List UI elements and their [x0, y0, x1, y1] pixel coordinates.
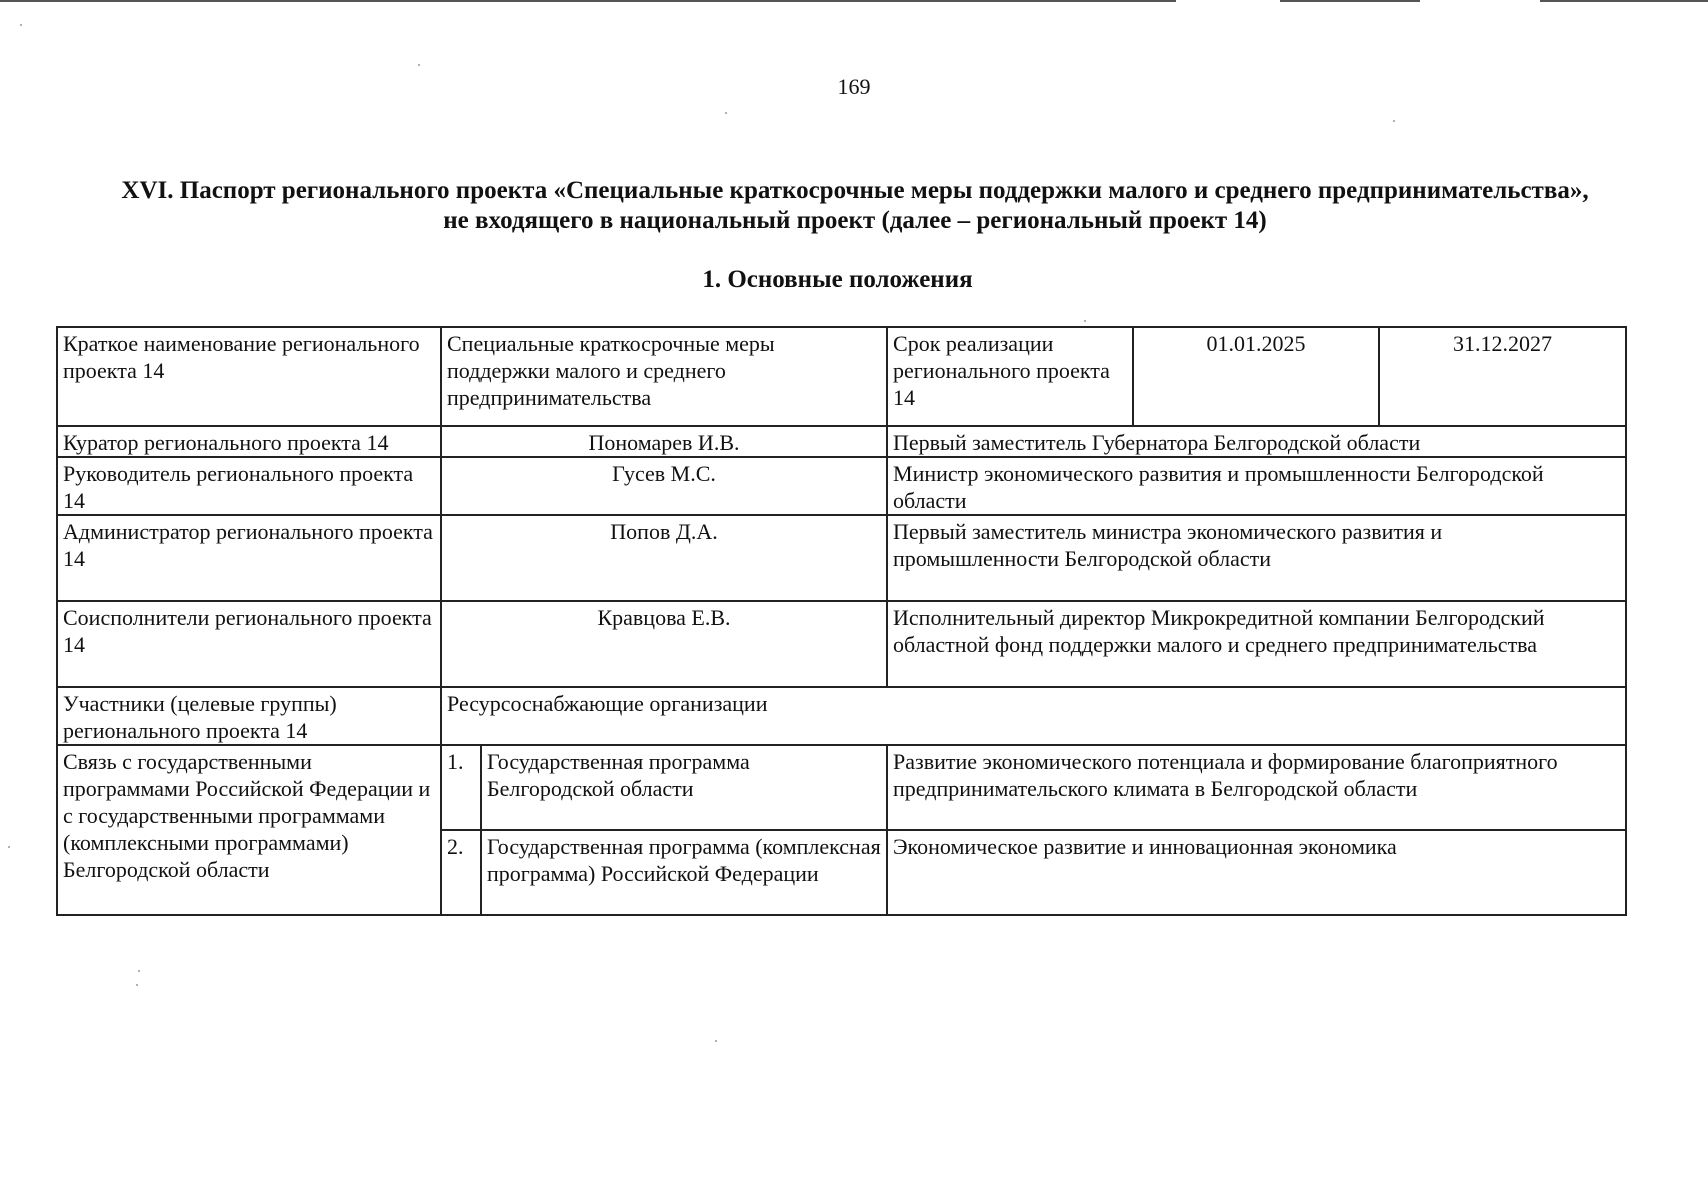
program-2-type: Государственная программа (комплексная программа) Российской Федерации: [481, 830, 887, 915]
participants-label: Участники (целевые группы) регионального проекта 14: [57, 687, 441, 745]
short-name-label: Краткое наименование регионального проекта 14: [57, 327, 441, 426]
term-start-date: 01.01.2025: [1133, 327, 1379, 426]
table-row-administrator: [57, 515, 1626, 601]
scan-speck: [418, 64, 420, 66]
scan-edge-gap: [1176, 0, 1280, 2]
head-label: Руководитель регионального проекта 14: [57, 457, 441, 515]
table-row-short-name: [57, 327, 1626, 426]
scan-speck: [715, 1040, 717, 1042]
table-row-head: [57, 457, 1626, 515]
program-1-type: Государственная программа Белгородской области: [481, 745, 887, 830]
scan-speck: [725, 112, 727, 114]
document-title-line-1: XVI. Паспорт регионального проекта «Специальные краткосрочные меры поддержки малого и среднего предпринимательства»,: [121, 177, 1589, 204]
co-executors-person: Кравцова Е.В.: [441, 601, 887, 687]
head-person: Гусев М.С.: [441, 457, 887, 515]
scan-speck: [1084, 320, 1086, 322]
curator-label: Куратор регионального проекта 14: [57, 426, 441, 457]
scan-speck: [1393, 120, 1395, 122]
scan-speck: [138, 970, 140, 972]
program-2-number: 2.: [441, 830, 481, 915]
scan-speck: [8, 846, 10, 848]
program-1-number: 1.: [441, 745, 481, 830]
co-executors-label: Соисполнители регионального проекта 14: [57, 601, 441, 687]
participants-value: Ресурсоснабжающие организации: [441, 687, 1626, 745]
program-1-name: Развитие экономического потенциала и формирование благоприятного предпринимательского климата в Белгородской области: [887, 745, 1626, 830]
document-title-line-2: не входящего в национальный проект (далее – региональный проект 14): [443, 207, 1267, 234]
scan-speck: [20, 24, 22, 26]
page-number: 169: [837, 74, 871, 99]
programs-label: Связь с государственными программами Российской Федерации и с государственными программами (комплексными программами) Белгородской области: [57, 745, 441, 915]
section-title: 1. Основные положения: [702, 266, 973, 293]
administrator-person: Попов Д.А.: [441, 515, 887, 601]
curator-position: Первый заместитель Губернатора Белгородской области: [887, 426, 1626, 457]
term-label: Срок реализации регионального проекта 14: [887, 327, 1133, 426]
term-end-date: 31.12.2027: [1379, 327, 1626, 426]
project-passport-table: [56, 326, 1627, 916]
program-2-name: Экономическое развитие и инновационная экономика: [887, 830, 1626, 915]
table-row-program-1: [57, 745, 1626, 830]
scan-speck: [136, 984, 138, 986]
administrator-position: Первый заместитель министра экономического развития и промышленности Белгородской области: [887, 515, 1626, 601]
table-row-curator: [57, 426, 1626, 457]
head-position: Министр экономического развития и промышленности Белгородской области: [887, 457, 1626, 515]
table-row-participants: [57, 687, 1626, 745]
table-row-co-executors: [57, 601, 1626, 687]
document-title: [40, 176, 1670, 236]
administrator-label: Администратор регионального проекта 14: [57, 515, 441, 601]
scan-edge-gap: [1420, 0, 1540, 2]
short-name-value: Специальные краткосрочные меры поддержки малого и среднего предпринимательства: [441, 327, 887, 426]
co-executors-position: Исполнительный директор Микрокредитной компании Белгородский областной фонд поддержки малого и среднего предпринимательства: [887, 601, 1626, 687]
curator-person: Пономарев И.В.: [441, 426, 887, 457]
